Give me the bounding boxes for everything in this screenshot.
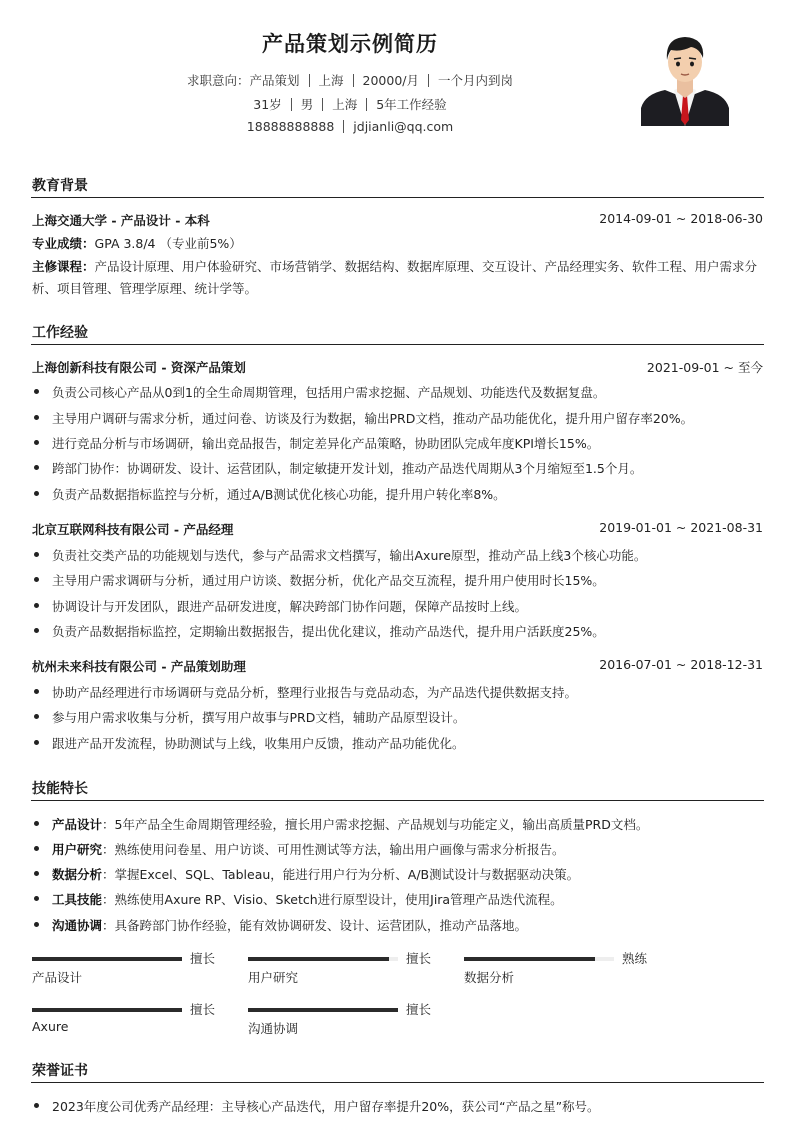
list-item [52,916,763,934]
job-date: 2019-01-01 ~ 2021-08-31 [599,520,763,535]
job-date: 2021-09-01 ~ 至今 [646,360,763,375]
skill-label: 沟通协调 [52,918,103,933]
skill-level: 熟练 [622,951,648,966]
list-item: 进行竞品分析与市场调研，输出竞品报告，制定差异化产品策略，协助团队完成年度KPI增长15%。 [52,434,763,452]
section-divider [31,800,764,801]
section-title-work: 工作经验 [32,325,88,341]
education-score [32,233,763,255]
skill-bar-track [248,1008,398,1012]
separator [343,120,344,133]
job-entry [32,657,763,675]
list-item: 协调设计与开发团队，跟进产品研发进度，解决跨部门协作问题，保障产品按时上线。 [52,597,763,615]
list-item [52,890,763,908]
list-item: 参与用户需求收集与分析，撰写用户故事与PRD文档，辅助产品原型设计。 [52,708,763,726]
skill-label: 产品设计 [52,817,103,832]
job-availability: 一个月内到岗 [438,73,514,88]
school-name: 上海交通大学 - 产品设计 - 本科 [32,213,210,228]
section-title-education: 教育背景 [32,178,88,194]
skill-label: 用户研究 [52,842,103,857]
courses-label: 主修课程： [32,259,95,274]
section-divider [31,344,764,345]
section-divider [31,1082,764,1083]
skill-level: 擅长 [190,1002,216,1017]
email: jdjianli@qq.com [353,119,454,134]
job-entry [32,520,763,538]
skill-bar [464,951,654,991]
job-intention-line [110,71,590,89]
skill-bar [32,951,222,991]
phone: 18888888888 [246,119,335,134]
separator [309,74,310,87]
education-date: 2014-09-01 ~ 2018-06-30 [599,211,763,226]
skill-bar-fill [32,1008,182,1012]
education-courses [32,256,763,300]
skill-bar-fill [464,957,595,961]
score-label: 专业成绩： [32,236,95,251]
list-item: 负责公司核心产品从0到1的全生命周期管理，包括用户需求挖掘、产品规划、功能迭代及数据复盘。 [52,383,763,401]
skill-level: 擅长 [406,1002,432,1017]
experience-years: 5年工作经验 [376,97,447,112]
separator [366,98,367,111]
company-role: 北京互联网科技有限公司 - 产品经理 [32,522,234,537]
education-entry [32,211,763,229]
courses-value: 产品设计原理、用户体验研究、市场营销学、数据结构、数据库原理、交互设计、产品经理实务、软件工程、用户需求分析、项目管理、管理学原理、统计学等。 [32,259,758,296]
list-item: 负责社交类产品的功能规划与迭代，参与产品需求文档撰写，输出Axure原型，推动产品上线3个核心功能。 [52,546,763,564]
gender: 男 [300,97,314,112]
skill-text: ：掌握Excel、SQL、Tableau，能进行用户行为分析、A/B测试设计与数据驱动决策。 [102,867,580,882]
section-title-honors: 荣誉证书 [32,1063,88,1079]
skill-name: 沟通协调 [248,1021,299,1036]
personal-info-line [110,95,590,113]
skill-level: 擅长 [190,951,216,966]
skill-bar [248,951,438,991]
skill-text: ：5年产品全生命周期管理经验，擅长用户需求挖掘、产品规划与功能定义，输出高质量PRD文档。 [102,817,649,832]
list-item: 主导用户调研与需求分析，通过问卷、访谈及行为数据，输出PRD文档，推动产品功能优化，提升用户留存率20%。 [52,409,763,427]
separator [322,98,323,111]
skill-bar-track [248,957,398,961]
skill-bar-fill [248,957,389,961]
city: 上海 [332,97,358,112]
list-item: 负责产品数据指标监控与分析，通过A/B测试优化核心功能，提升用户转化率8%。 [52,485,763,503]
skill-name: 产品设计 [32,970,83,985]
skill-text: ：熟练使用Axure RP、Visio、Sketch进行原型设计，使用Jira管理产品迭代流程。 [102,892,563,907]
company-role: 上海创新科技有限公司 - 资深产品策划 [32,360,246,375]
skill-label: 工具技能 [52,892,103,907]
job-city: 上海 [318,73,344,88]
skill-text: ：熟练使用问卷星、用户访谈、可用性测试等方法，输出用户画像与需求分析报告。 [102,842,565,857]
list-item: 2023年度公司优秀产品经理：主导核心产品迭代，用户留存率提升20%，获公司“产品之星”称号。 [52,1097,763,1115]
resume-title: 产品策划示例简历 [262,32,438,56]
age: 31岁 [253,97,282,112]
skill-bar-track [32,1008,182,1012]
list-item [52,815,763,833]
list-item: 跨部门协作：协调研发、设计、运营团队，制定敏捷开发计划，推动产品迭代周期从3个月缩短至1.5个月。 [52,459,763,477]
list-item: 主导用户需求调研与分析，通过用户访谈、数据分析，优化产品交互流程，提升用户使用时长15%。 [52,571,763,589]
profile-photo [641,28,729,126]
skill-text: ：具备跨部门协作经验，能有效协调研发、设计、运营团队，推动产品落地。 [102,918,528,933]
job-entry [32,358,763,376]
list-item: 负责产品数据指标监控，定期输出数据报告，提出优化建议，推动产品迭代，提升用户活跃度25%。 [52,622,763,640]
skill-name: 用户研究 [248,970,299,985]
skill-bar-track [32,957,182,961]
skill-bar-track [464,957,614,961]
job-date: 2016-07-01 ~ 2018-12-31 [599,657,763,672]
section-divider [31,197,764,198]
list-item: 跟进产品开发流程，协助测试与上线，收集用户反馈，推动产品功能优化。 [52,734,763,752]
section-title-skills: 技能特长 [32,781,88,797]
skill-bar-fill [248,1008,398,1012]
company-role: 杭州未来科技有限公司 - 产品策划助理 [32,659,246,674]
skill-bar [32,1002,222,1042]
list-item [52,840,763,858]
skill-level: 擅长 [406,951,432,966]
skill-bar-fill [32,957,182,961]
skill-bar [248,1002,438,1042]
job-intention: 求职意向：产品策划 [186,73,300,88]
score-value: GPA 3.8/4 （专业前5%） [94,236,242,251]
separator [353,74,354,87]
list-item: 协助产品经理进行市场调研与竞品分析，整理行业报告与竞品动态，为产品迭代提供数据支持。 [52,683,763,701]
skill-name: 数据分析 [464,970,515,985]
separator [291,98,292,111]
job-salary: 20000/月 [362,73,419,88]
list-item [52,865,763,883]
skill-name: Axure [32,1019,69,1034]
separator [428,74,429,87]
contact-line [110,119,590,134]
skill-label: 数据分析 [52,867,103,882]
